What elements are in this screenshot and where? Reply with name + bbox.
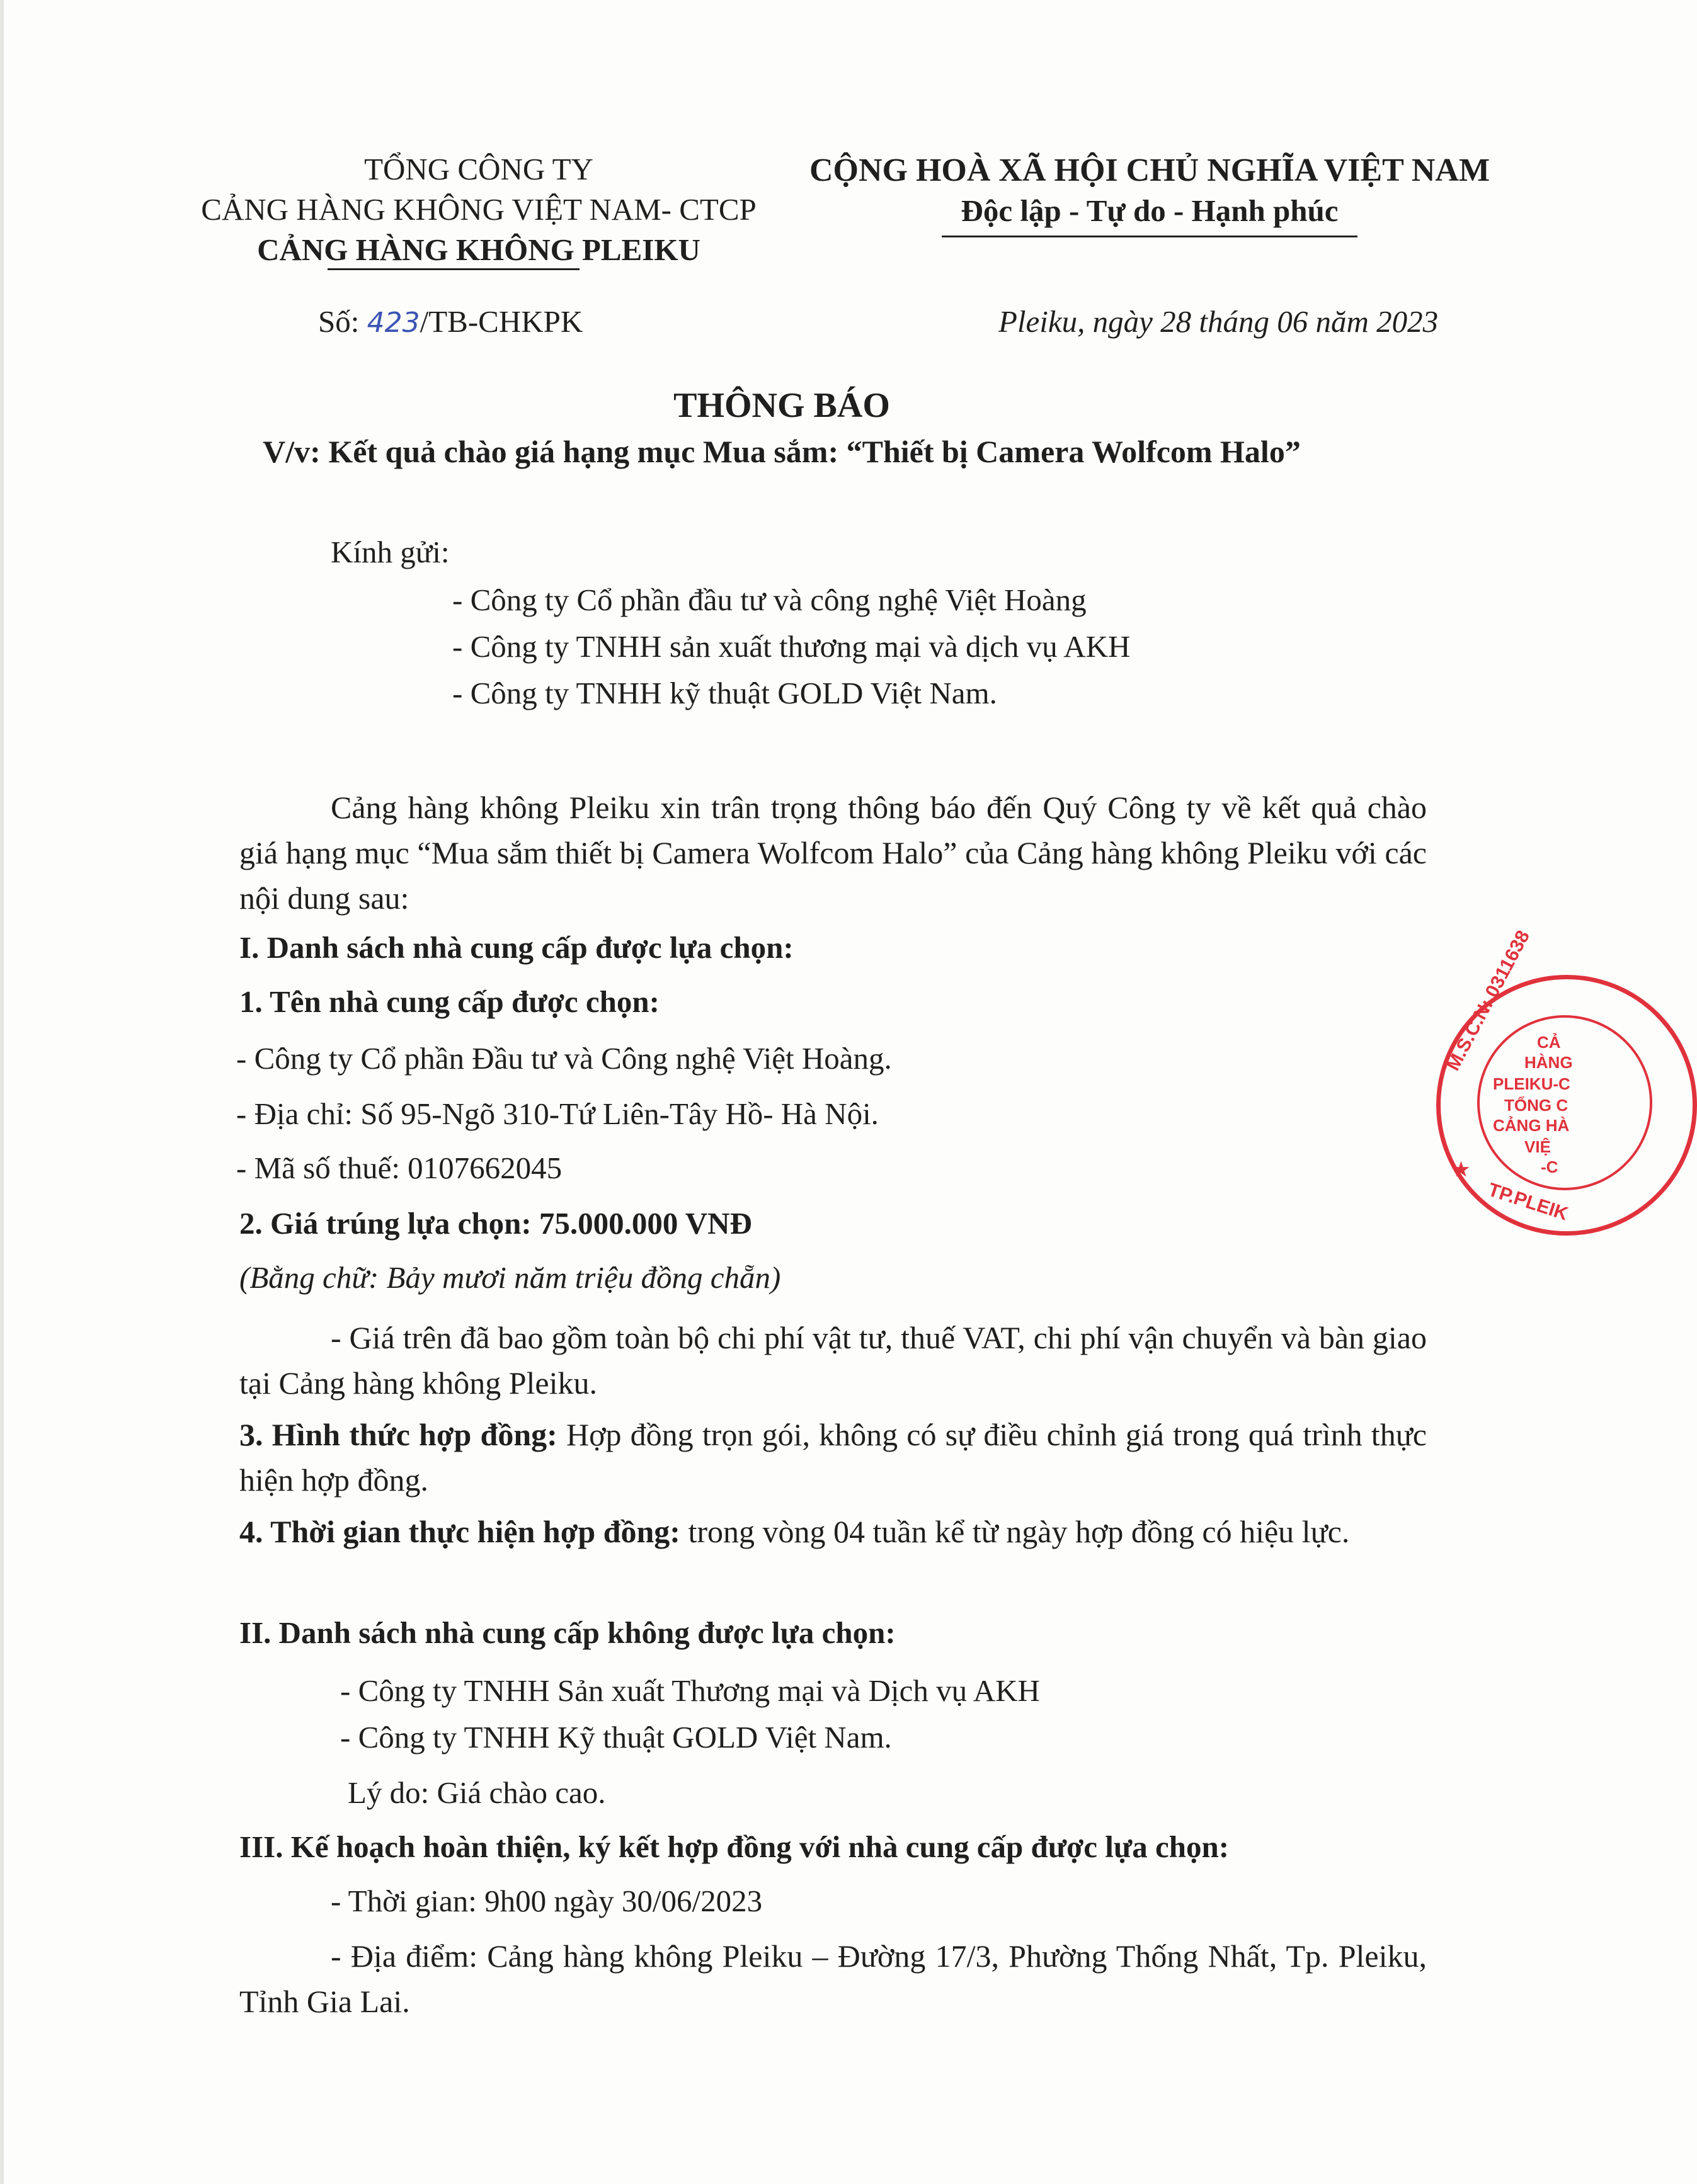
ref-suffix: /TB-CHKPK (420, 304, 583, 339)
stamp-line: TỔNG C (1504, 1096, 1568, 1115)
contract-type-label: 3. Hình thức hợp đồng: (239, 1417, 557, 1452)
document-subject: V/v: Kết quả chào giá hạng mục Mua sắm: “Thiết bị Camera Wolfcom Halo” (263, 434, 1301, 469)
signing-time: - Thời gian: 9h00 ngày 30/06/2023 (331, 1884, 763, 1918)
recipient-item: - Công ty TNHH kỹ thuật GOLD Việt Nam. (452, 676, 997, 710)
recipients-label: Kính gửi: (331, 535, 450, 569)
section-1-heading: I. Danh sách nhà cung cấp được lựa chọn: (239, 930, 794, 965)
contract-type-text: Hợp đồng trọn gói, không có sự điều chỉnh giá trong quá trình thực hiện hợp đồng. (239, 1417, 1427, 1498)
ref-prefix: Số: (318, 304, 360, 339)
winning-price-heading: 2. Giá trúng lựa chọn: 75.000.000 VNĐ (239, 1206, 752, 1241)
contract-duration (239, 1509, 1427, 1554)
stamp-line: -C (1541, 1157, 1558, 1176)
stamp-line: CẢNG HÀ (1493, 1116, 1570, 1135)
stamp-star-icon: ★ (1453, 1159, 1470, 1180)
contract-duration-text: trong vòng 04 tuần kể từ ngày hợp đồng có hiệu lực. (688, 1514, 1350, 1549)
supplier-name: - Công ty Cổ phần Đầu tư và Công nghệ Việt Hoàng. (236, 1041, 892, 1076)
intro-paragraph: Cảng hàng không Pleiku xin trân trọng thông báo đến Quý Công ty về kết quả chào giá hạng mục “Mua sắm thiết bị Camera Wolfcom Halo” của Cảng hàng không Pleiku với các nội dung sau: (239, 790, 1427, 916)
recipient-item: - Công ty TNHH sản xuất thương mại và dịch vụ AKH (452, 629, 1131, 664)
price-in-words: (Bằng chữ: Bảy mươi năm triệu đồng chẵn) (239, 1260, 781, 1295)
contract-type (239, 1412, 1427, 1503)
reference-line (318, 304, 583, 340)
place-date: Pleiku, ngày 28 tháng 06 năm 2023 (998, 304, 1439, 339)
org-line-2: CẢNG HÀNG KHÔNG VIỆT NAM- CTCP (201, 192, 757, 227)
section-1-item1-heading: 1. Tên nhà cung cấp được chọn: (239, 984, 660, 1019)
section-2-heading: II. Danh sách nhà cung cấp không được lựa chọn: (239, 1615, 896, 1650)
nation-line-1: CỘNG HOÀ XÃ HỘI CHỦ NGHĨA VIỆT NAM (809, 152, 1490, 188)
supplier-address: - Địa chỉ: Số 95-Ngõ 310-Tứ Liên-Tây Hồ- Hà Nội. (236, 1096, 879, 1131)
nation-underline (942, 236, 1357, 237)
rejected-supplier: - Công ty TNHH Kỹ thuật GOLD Việt Nam. (340, 1720, 892, 1755)
stamp-line: PLEIKU-C (1493, 1074, 1570, 1093)
org-line-1: TỔNG CÔNG TY (364, 152, 593, 186)
stamp-line: CẢ (1537, 1033, 1561, 1052)
stamp-line: HÀNG (1524, 1053, 1573, 1072)
section-3-heading: III. Kế hoạch hoàn thiện, ký kết hợp đồng với nhà cung cấp được lựa chọn: (239, 1829, 1230, 1864)
stamp-line: VIỆ (1524, 1137, 1551, 1156)
price-note: - Giá trên đã bao gồm toàn bộ chi phí vật tư, thuế VAT, chi phí vận chuyển và bàn giao tại Cảng hàng không Pleiku. (239, 1320, 1427, 1401)
stamp-bottom-text: TP.PLEIK (1485, 1179, 1571, 1225)
nation-line-2: Độc lập - Tự do - Hạnh phúc (961, 193, 1339, 228)
recipient-item: - Công ty Cổ phần đầu tư và công nghệ Việt Hoàng (452, 583, 1087, 617)
rejected-supplier: - Công ty TNHH Sản xuất Thương mại và Dịch vụ AKH (340, 1673, 1040, 1708)
signing-location: - Địa điểm: Cảng hàng không Pleiku – Đường 17/3, Phường Thống Nhất, Tp. Pleiku, Tỉnh Gia Lai. (239, 1938, 1427, 2019)
supplier-tax: - Mã số thuế: 0107662045 (236, 1151, 563, 1185)
stamp-ring-text: M.S.C.N: 0311638 (1443, 927, 1534, 1074)
rejection-reason: Lý do: Giá chào cao. (348, 1775, 606, 1810)
page-edge (0, 0, 4, 2184)
contract-duration-label: 4. Thời gian thực hiện hợp đồng: (239, 1514, 680, 1549)
document-title: THÔNG BÁO (673, 386, 890, 425)
org-underline (328, 268, 580, 270)
org-line-3: CẢNG HÀNG KHÔNG PLEIKU (257, 232, 700, 267)
ref-number: 423 (367, 307, 420, 339)
company-stamp (1430, 927, 1573, 1247)
